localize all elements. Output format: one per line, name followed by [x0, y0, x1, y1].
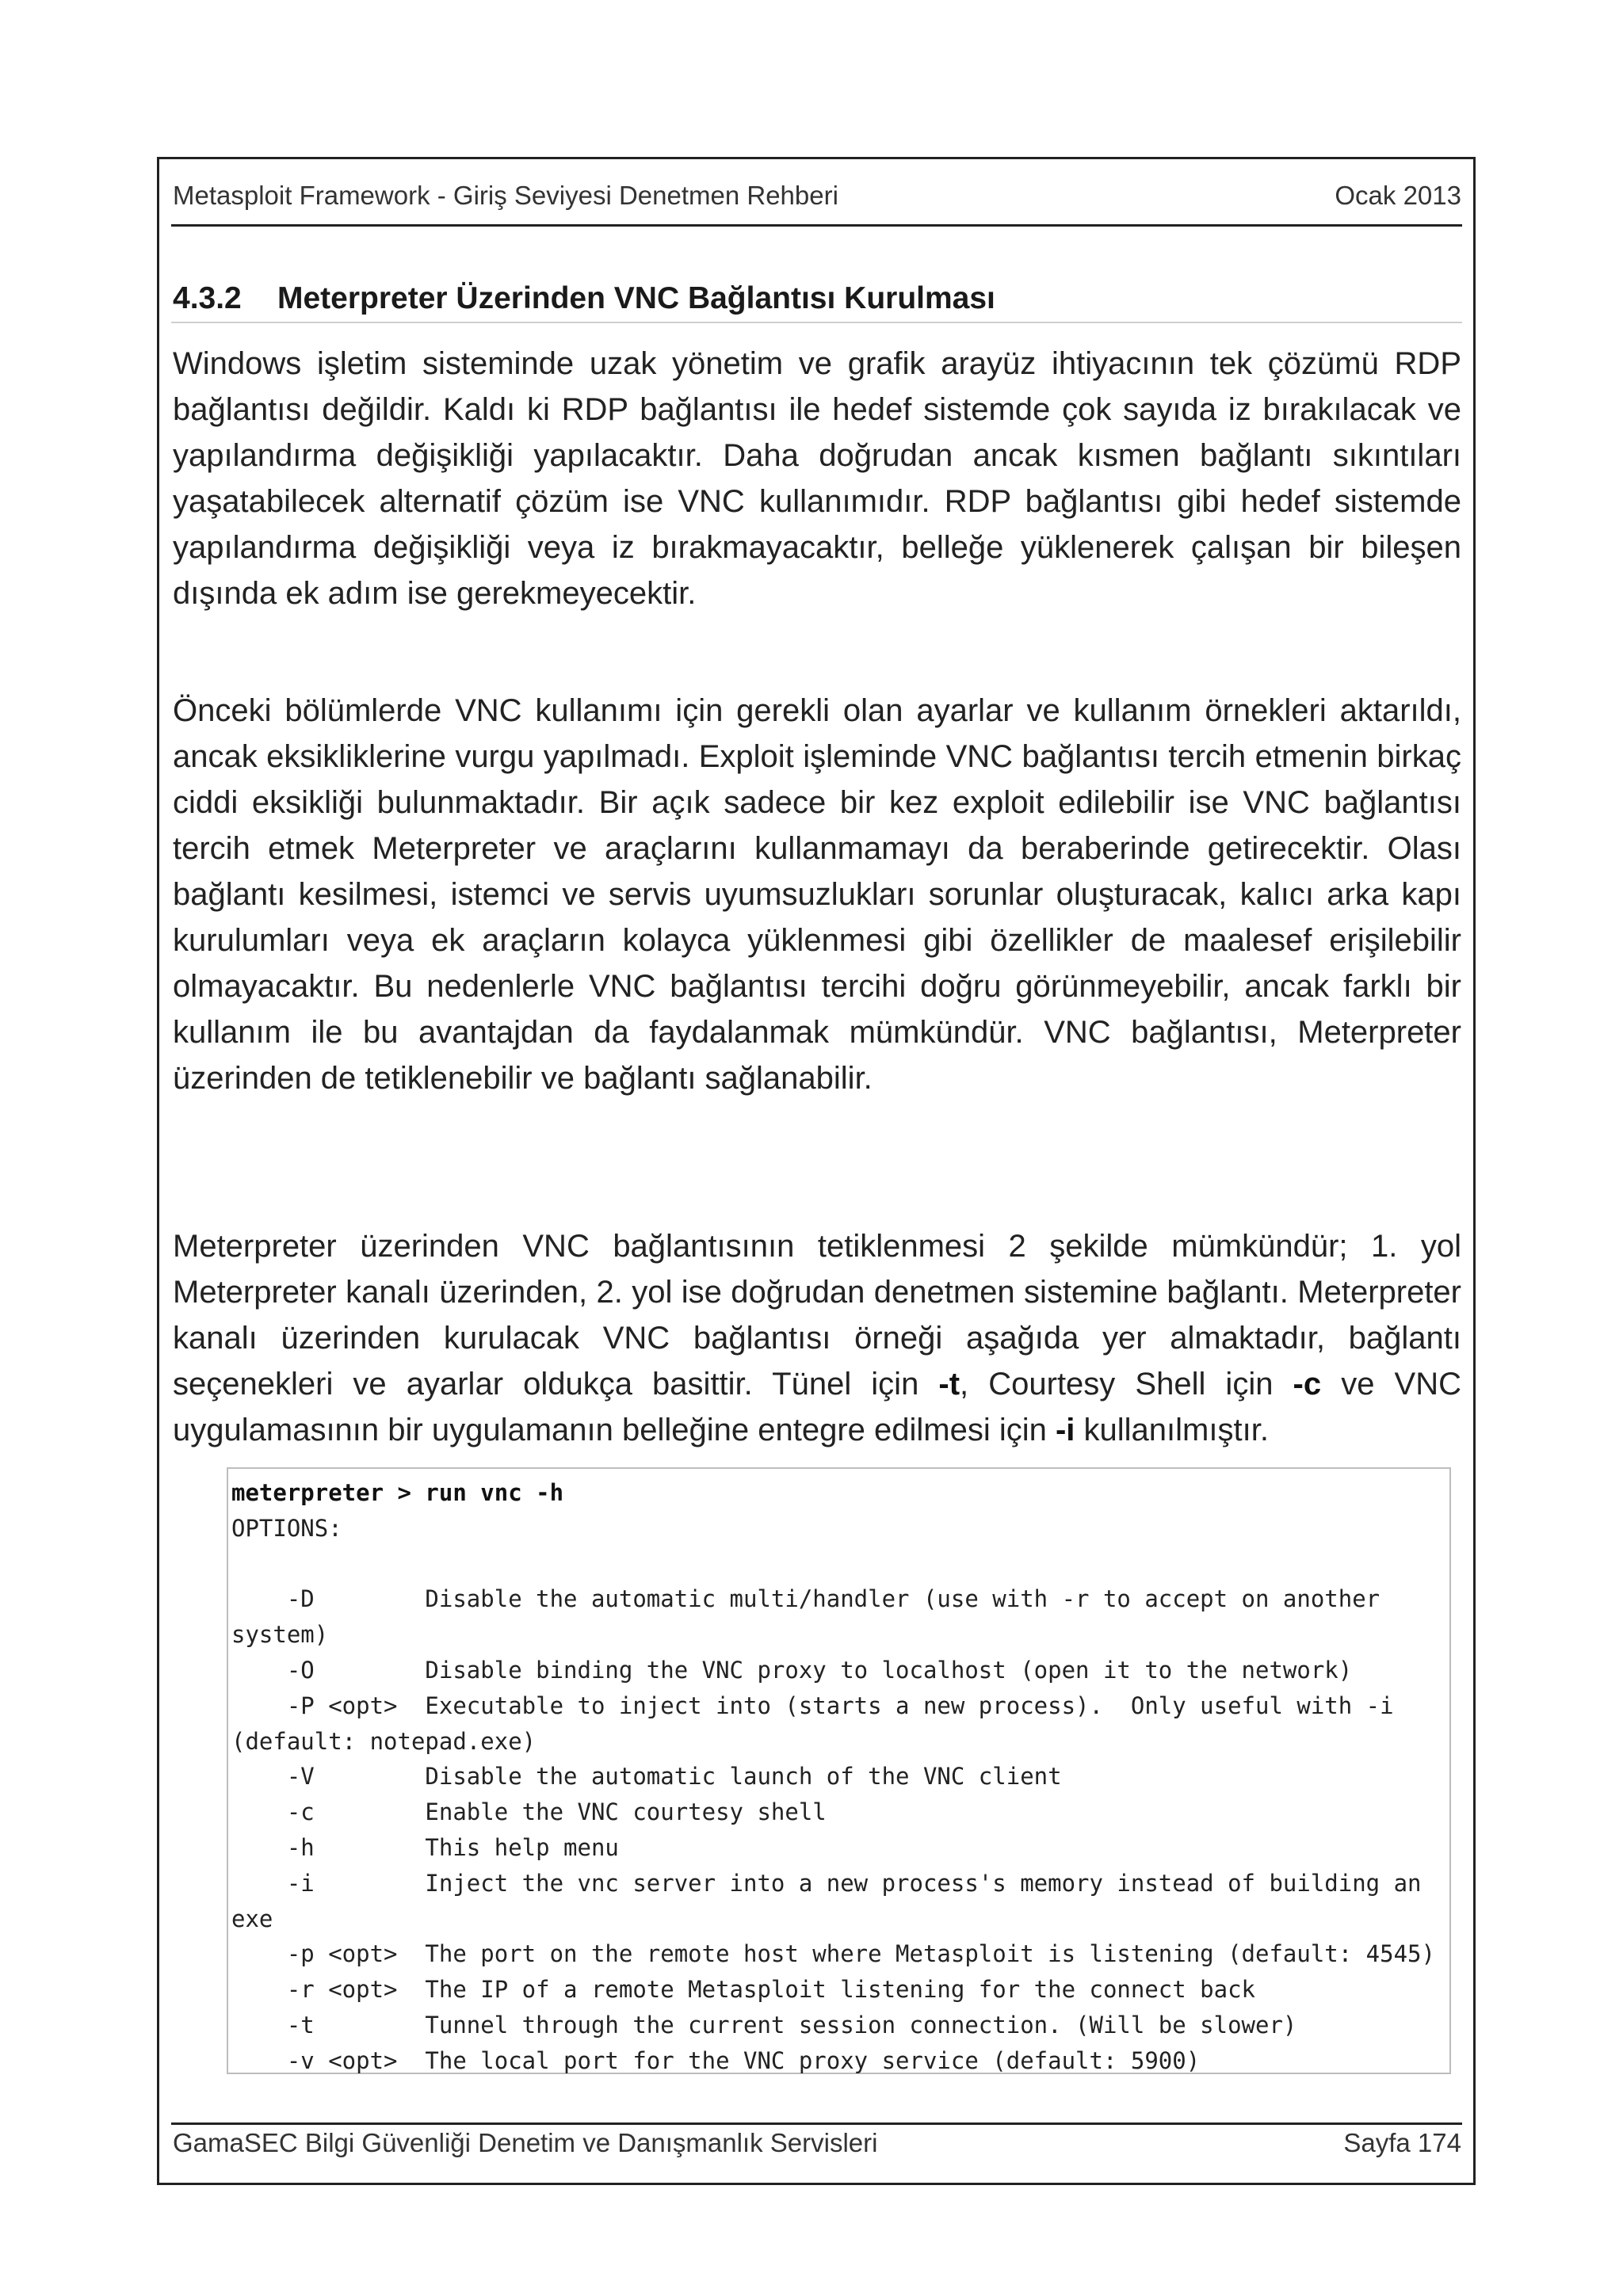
flag-c: -c	[1293, 1367, 1322, 1402]
p3-text-3: ve VNC uygulamasının bir uygulamanın belleğine entegre edilmesi için	[173, 1367, 1462, 1447]
code-line: -P <opt> Executable to inject into (starts a new process). Only useful with -i	[231, 1691, 1394, 1719]
paragraph-vnc-drawbacks: Önceki bölümlerde VNC kullanımı için gerekli olan ayarlar ve kullanım örnekleri aktarıldı, ancak eksikliklerine vurgu yapılmadı. Exploit işleminde VNC bağlantısı tercih etmenin birkaç ciddi eksikliği bulunmaktadır. Bir açık sadece bir kez exploit edilebilir ise VNC bağlantısı tercih etmek Meterpreter ve araçlarını kullanmamayı da beraberinde getirecektir. Olası bağlantı kesilmesi, istemci ve servis uyumsuzlukları sorunlar oluşturacak, kalıcı arka kapı kurulumları veya ek araçların kolayca yüklenmesi gibi özellikler de maalesef erişilebilir olmayacaktır. Bu nedenlerle VNC bağlantısı tercihi doğru görünmeyebilir, ancak farklı bir kullanım ile bu avantajdan da faydalanmak mümkündür. VNC bağlantısı, Meterpreter üzerinden de tetiklenebilir ve bağlantı sağlanabilir.	[173, 693, 1461, 1096]
code-line: -c Enable the VNC courtesy shell	[231, 1798, 827, 1826]
section-title: Meterpreter Üzerinden VNC Bağlantısı Kurulması	[277, 281, 995, 315]
code-line: OPTIONS:	[231, 1514, 342, 1542]
paragraph-rdp: Windows işletim sisteminde uzak yönetim ve grafik arayüz ihtiyacının tek çözümü RDP bağlantısı değildir. Kaldı ki RDP bağlantısı ile hedef sistemde çok sayıda iz bırakılacak ve yapılandırma değişikliği yapılacaktır. Daha doğrudan ancak kısmen bağlantı sıkıntıları yaşatabilecek alternatif çözüm ise VNC kullanımıdır. RDP bağlantısı gibi hedef sistemde yapılandırma değişikliği veya iz bırakmayacaktır, belleğe yüklenerek çalışan bir bileşen dışında ek adım ise gerekmeyecektir.	[173, 346, 1461, 611]
code-line: -V Disable the automatic launch of the VNC client	[231, 1763, 1062, 1791]
p3-text-2: , Courtesy Shell için	[960, 1367, 1293, 1402]
code-command: meterpreter > run vnc -h	[231, 1479, 564, 1506]
code-line: -r <opt> The IP of a remote Metasploit listening for the connect back	[231, 1976, 1256, 2004]
code-line: -v <opt> The local port for the VNC proxy service (default: 5900)	[231, 2046, 1201, 2074]
flag-t: -t	[938, 1367, 960, 1402]
section-number: 4.3.2	[173, 281, 242, 315]
heading-divider	[171, 322, 1462, 323]
code-line: system)	[231, 1621, 329, 1649]
code-line: -t Tunnel through the current session connection. (Will be slower)	[231, 2011, 1297, 2039]
paragraph-meterpreter-vnc	[173, 1223, 1461, 1453]
header-date: Ocak 2013	[1335, 181, 1461, 210]
header-title: Metasploit Framework - Giriş Seviyesi Denetmen Rehberi	[173, 181, 838, 210]
code-line: (default: notepad.exe)	[231, 1727, 537, 1755]
p3-text-1: Meterpreter üzerinden VNC bağlantısının tetiklenmesi 2 şekilde mümkündür; 1. yol Meterpreter kanalı üzerinden, 2. yol ise doğrudan denetmen sistemine bağlantı. Meterpreter kanalı üzerinden kurulacak VNC bağlantısı örneği aşağıda yer almaktadır, bağlantı seçenekleri ve ayarlar oldukça basittir. Tünel için	[173, 1229, 1461, 1402]
code-line: -p <opt> The port on the remote host where Metasploit is listening (default: 4545)	[231, 1940, 1435, 1968]
code-line: exe	[231, 1905, 273, 1932]
page-header	[173, 181, 1461, 220]
page-footer	[173, 2128, 1461, 2158]
section-heading	[173, 281, 1461, 316]
code-line: -i Inject the vnc server into a new process's memory instead of building an	[231, 1869, 1422, 1897]
flag-i: -i	[1055, 1413, 1075, 1447]
code-line: -h This help menu	[231, 1833, 619, 1861]
code-block	[227, 1467, 1451, 2074]
footer-company: GamaSEC Bilgi Güvenliği Denetim ve Danışmanlık Servisleri	[173, 2128, 878, 2157]
footer-divider	[171, 2122, 1462, 2125]
header-divider	[171, 224, 1462, 227]
code-line: -O Disable binding the VNC proxy to localhost (open it to the network)	[231, 1656, 1353, 1684]
code-line	[231, 1547, 1449, 1582]
code-line: -D Disable the automatic multi/handler (use with -r to accept on another	[231, 1585, 1381, 1613]
footer-page-number: Sayfa 174	[1343, 2128, 1461, 2157]
p3-text-4: kullanılmıştır.	[1075, 1413, 1269, 1447]
